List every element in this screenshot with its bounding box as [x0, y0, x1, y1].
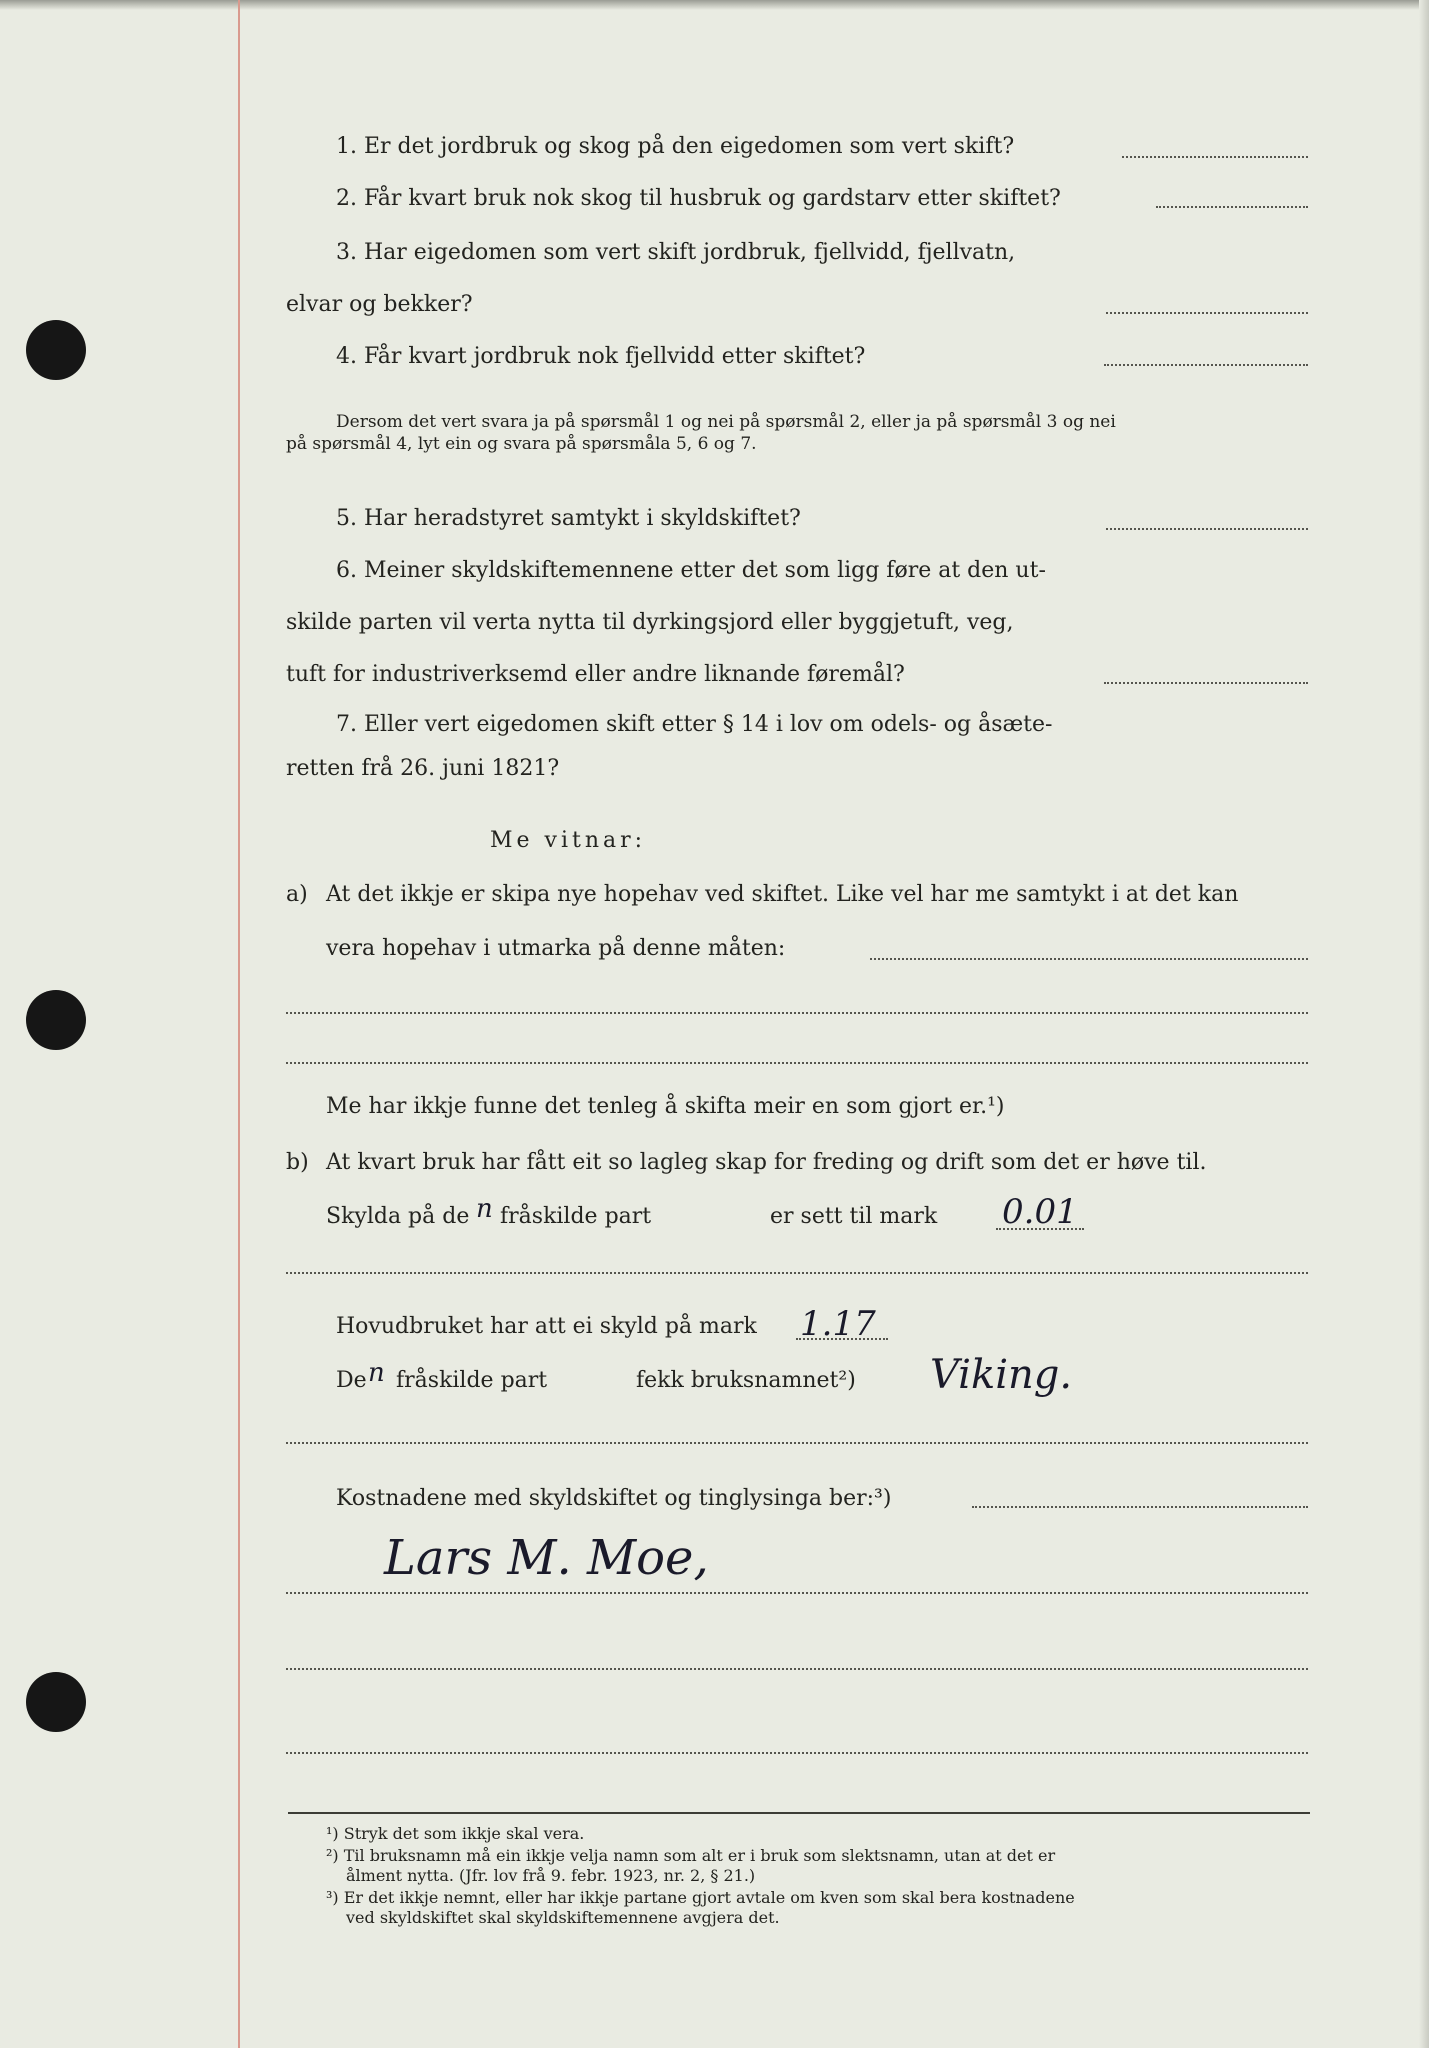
witness-heading: Me vitnar:	[490, 828, 647, 853]
item-a-statement: Me har ikkje funne det tenleg å skifta meir en som gjort er.¹)	[326, 1094, 1005, 1119]
skyld-mid: fråskilde part	[500, 1204, 652, 1229]
hovudbruk-text: Hovudbruket har att ei skyld på mark	[336, 1314, 757, 1339]
scan-edge-right	[1419, 0, 1429, 2048]
signature-line[interactable]	[286, 1668, 1308, 1670]
answer-line-2[interactable]	[1156, 206, 1308, 208]
skyld-value[interactable]: 0.01	[1002, 1192, 1078, 1232]
hopehav-line[interactable]	[286, 1062, 1308, 1064]
hopehav-line[interactable]	[870, 958, 1308, 960]
answer-line-1[interactable]	[1122, 156, 1308, 158]
question-5: 5. Har heradstyret samtykt i skyldskiftet?	[336, 506, 801, 531]
skyld-prefix: Skylda på de	[326, 1204, 470, 1229]
question-7: 7. Eller vert eigedomen skift etter § 14 i lov om odels- og åsæte-	[336, 712, 1053, 737]
bruksnamn-handwritten-n: n	[368, 1358, 385, 1388]
answer-line-5[interactable]	[1106, 528, 1308, 530]
punch-hole	[26, 990, 86, 1050]
signature-line[interactable]	[286, 1752, 1308, 1754]
skyld-handwritten-n: n	[476, 1194, 493, 1224]
item-b-label: b)	[286, 1150, 309, 1175]
hovudbruk-value[interactable]: 1.17	[800, 1304, 876, 1344]
footnote-2: ²) Til bruksnamn må ein ikkje velja namn som alt er i bruk som slektsnamn, utan at det er	[326, 1846, 1056, 1865]
item-b-text: At kvart bruk har fått eit so lagleg skap for freding og drift som det er høve til.	[326, 1150, 1207, 1175]
signature: Lars M. Moe,	[384, 1530, 709, 1586]
margin-rule	[238, 0, 240, 2048]
bruksnamn-suffix: fekk bruksnamnet²)	[636, 1368, 856, 1393]
kostnader-text: Kostnadene med skyldskiftet og tinglysinga ber:³)	[336, 1486, 892, 1511]
question-3: 3. Har eigedomen som vert skift jordbruk, fjellvidd, fjellvatn,	[336, 240, 1016, 265]
footnote-rule	[288, 1812, 1310, 1814]
hovudbruk-value-line	[796, 1338, 888, 1340]
bruksnamn-prefix: De	[336, 1368, 367, 1393]
question-7-cont: retten frå 26. juni 1821?	[286, 756, 560, 781]
question-6: 6. Meiner skyldskiftemennene etter det som ligg føre at den ut-	[336, 558, 1046, 583]
question-4: 4. Får kvart jordbruk nok fjellvidd etter skiftet?	[336, 344, 866, 369]
question-6-cont: tuft for industriverksemd eller andre liknande føremål?	[286, 662, 905, 687]
footnote-2-cont: ålment nytta. (Jfr. lov frå 9. febr. 1923, nr. 2, § 21.)	[346, 1866, 756, 1885]
signature-line[interactable]	[286, 1592, 1308, 1594]
answer-line-3[interactable]	[1106, 312, 1308, 314]
skyld-value-line	[996, 1228, 1084, 1230]
item-a-label: a)	[286, 882, 308, 907]
question-2: 2. Får kvart bruk nok skog til husbruk og gardstarv etter skiftet?	[336, 186, 1061, 211]
item-a-text-cont: vera hopehav i utmarka på denne måten:	[326, 936, 786, 961]
skyld-suffix: er sett til mark	[770, 1204, 938, 1229]
bruksnamn-value[interactable]: Viking.	[930, 1352, 1073, 1398]
item-a-text: At det ikkje er skipa nye hopehav ved skiftet. Like vel har me samtykt i at det kan	[326, 882, 1239, 907]
instruction-note-cont: på spørsmål 4, lyt ein og svara på spørsmåla 5, 6 og 7.	[286, 434, 757, 454]
hopehav-line[interactable]	[286, 1012, 1308, 1014]
question-6-cont: skilde parten vil verta nytta til dyrkingsjord eller byggjetuft, veg,	[286, 610, 1014, 635]
footnote-1: ¹) Stryk det som ikkje skal vera.	[326, 1824, 585, 1843]
blank-line[interactable]	[286, 1272, 1308, 1274]
footnote-3-cont: ved skyldskiftet skal skyldskiftemennene avgjera det.	[346, 1908, 780, 1927]
scan-edge-top	[0, 0, 1429, 10]
kostnader-line[interactable]	[972, 1506, 1308, 1508]
question-3-cont: elvar og bekker?	[286, 292, 473, 317]
footnote-3: ³) Er det ikkje nemnt, eller har ikkje partane gjort avtale om kven som skal bera kostnadene	[326, 1888, 1075, 1907]
punch-hole	[26, 320, 86, 380]
instruction-note: Dersom det vert svara ja på spørsmål 1 og nei på spørsmål 2, eller ja på spørsmål 3 og nei	[336, 412, 1116, 432]
answer-line-4[interactable]	[1104, 364, 1308, 366]
question-1: 1. Er det jordbruk og skog på den eigedomen som vert skift?	[336, 134, 1015, 159]
bruksnamn-mid: fråskilde part	[396, 1368, 548, 1393]
answer-line-6[interactable]	[1104, 682, 1308, 684]
blank-line[interactable]	[286, 1442, 1308, 1444]
punch-hole	[26, 1672, 86, 1732]
